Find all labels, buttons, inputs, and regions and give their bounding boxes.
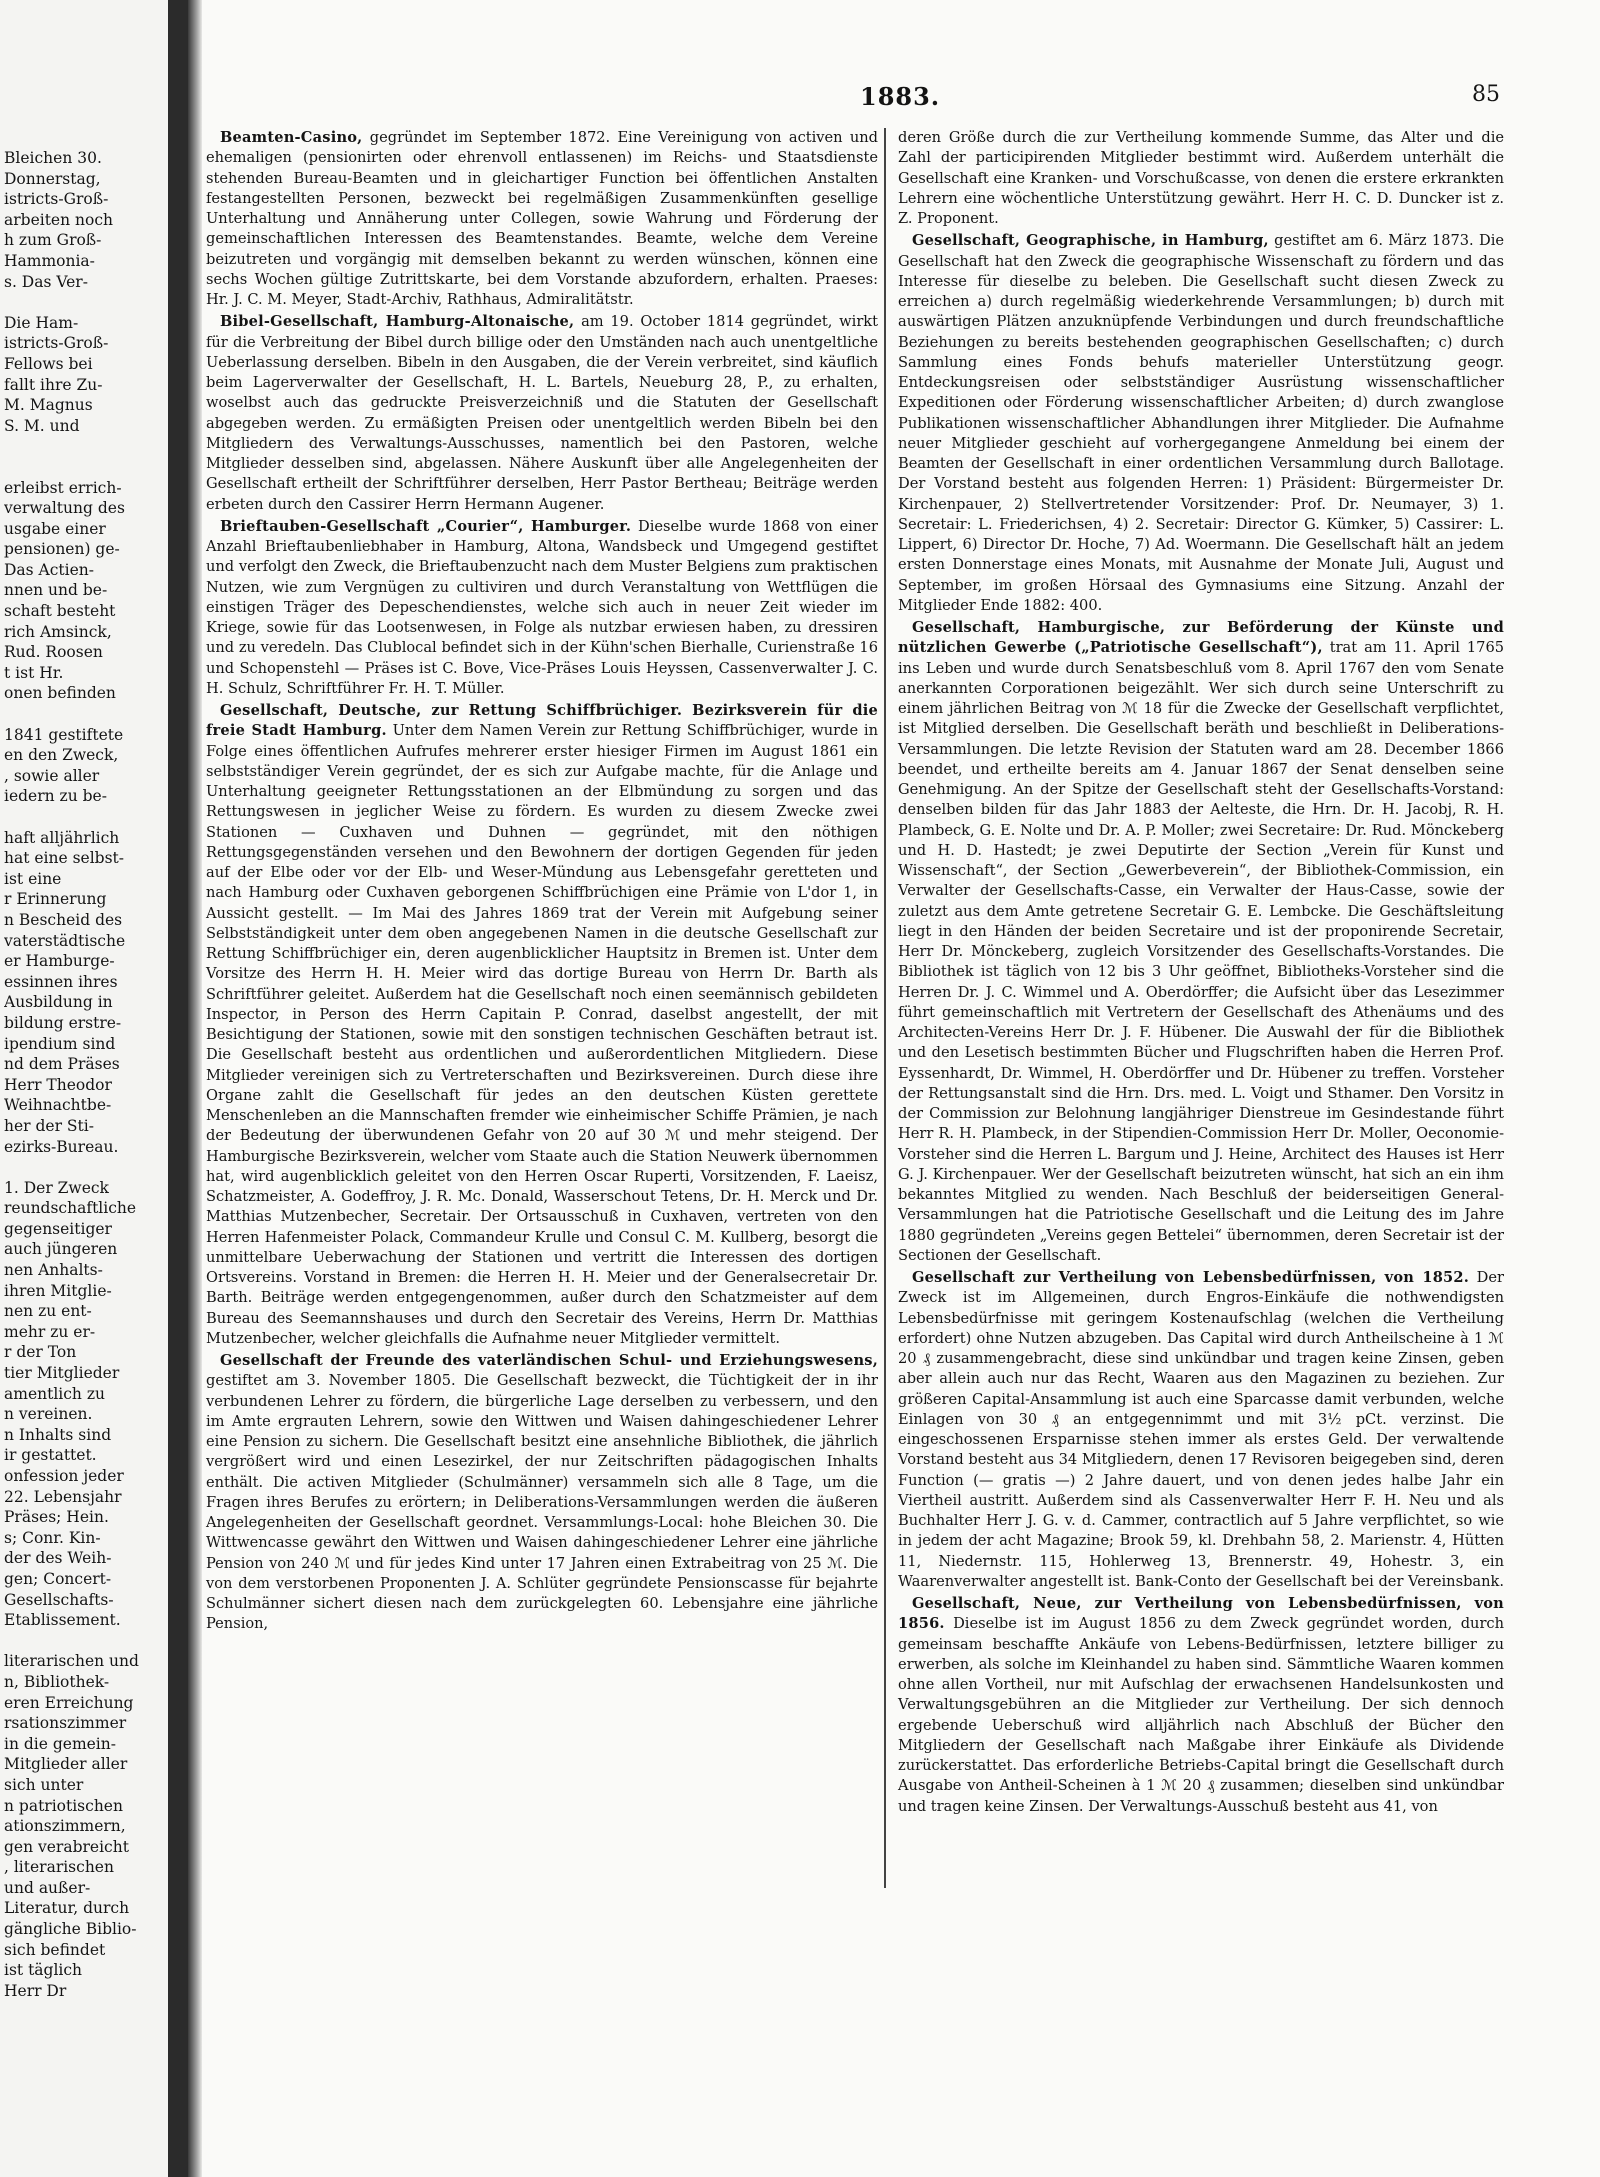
fragment-line: Mitglieder aller [4,1755,128,1774]
entry-body: gestiftet am 3. November 1805. Die Gesellschaft bezweckt, die Tüchtigkeit der in ihr verbundenen Lehrer zu fördern, die bürgerliche Lage derselben zu verbessern, und den im Amte ergrauten Lehrern, sowie den Wittwen und Waisen dahingeschiedener Lehrer eine Pension zu sichern. Die Gesellschaft besitzt eine ansehnliche Bibliothek, die jährlich vergrößert wird und einen Lesezirkel, der nur Zeitschriften pädagogischen Inhalts enthält. Die activen Mitglieder (Schulmänner) versammeln sich alle 8 Tage, um die Fragen ihres Berufes zu erörtern; in Deliberations-Versammlungen werden die äußeren Angelegenheiten der Gesellschaft geordnet. Versammlungs-Local: hohe Bleichen 30. Die Wittwencasse gewährt den Wittwen und Waisen dahingeschiedener Lehrer eine jährliche Pension von 240 ℳ und für jedes Kind unter 17 Jahren einen Extrabeitrag von 25 ℳ. Die von dem verstorbenen Proponenten J. A. Schlüter gegründete Pensionscasse für bejahrte Schulmänner sichert diesen nach dem zurückgelegten 60. Lebensjahre eine jährliche Pension, [206,1372,878,1633]
column-divider [884,128,886,1888]
fragment-line: hat eine selbst- [4,849,125,868]
fragment-line: eren Erreichung [4,1693,134,1712]
fragment-line [4,1157,164,1178]
fragment-line: essinnen ihres [4,972,118,991]
fragment-line: 1841 gestiftete [4,725,124,744]
directory-entry [206,128,878,310]
fragment-line: S. M. und [4,416,80,435]
fragment-line: istricts-Groß- [4,190,109,209]
fragment-line: er Hamburge- [4,952,115,971]
fragment-line: gen verabreicht [4,1837,129,1856]
fragment-line: auch jüngeren [4,1240,118,1259]
previous-page-fragment [0,0,168,2177]
fragment-line: r Erinnerung [4,890,107,909]
fragment-line: gen; Concert- [4,1569,112,1588]
entry-heading: Gesellschaft, Neue, zur Vertheilung von Lebensbedürfnissen, von 1856. [898,1595,1504,1633]
fragment-line: ipendium sind [4,1034,116,1053]
fragment-line: literarischen und [4,1652,139,1671]
fragment-line: in die gemein- [4,1734,116,1753]
fragment-line: Ausbildung in [4,993,113,1012]
entry-heading: Gesellschaft, Geographische, in Hamburg, [912,232,1269,250]
page-year: 1883. [860,82,941,111]
gutter-shadow [188,0,202,2177]
fragment-line: ezirks-Bureau. [4,1137,119,1156]
fragment-line: nen Anhalts- [4,1261,103,1280]
fragment-line: h zum Groß- [4,231,102,250]
fragment-line: verwaltung des [4,499,125,518]
entry-body: Dieselbe ist im August 1856 zu dem Zweck gegründet worden, durch gemeinsam beschaffte Ankäufe von Lebens-Bedürfnissen, letztere billiger zu erwerben, als solche im Kleinhandel zu haben sind. Sämmtliche Waaren kommen ohne allen Vortheil, nur mit Aufschlag der erwachsenen Handelsunkosten und Verwaltungsgebühren an die Mitglieder zur Vertheilung. Der sich dennoch ergebende Ueberschuß wird alljährlich nach Abschluß der Bücher den Mitgliedern der Gesellschaft nach Maßgabe ihrer Einkäufe als Dividende zurückerstattet. Das erforderliche Betriebs-Capital bringt die Gesellschaft durch Ausgabe von Antheil-Scheinen à 1 ℳ 20 ₰ zusammen; dieselben sind unkündbar und tragen keine Zinsen. Der Verwaltungs-Ausschuß besteht aus 41, von [898,1615,1504,1815]
fragment-line: nd dem Präses [4,1055,120,1074]
fragment-line: tier Mitglieder [4,1364,120,1383]
fragment-line: gegenseitiger [4,1219,112,1238]
directory-entry [898,1594,1504,1817]
fragment-line: rsationszimmer [4,1714,127,1733]
fragment-line: iedern zu be- [4,787,107,806]
fragment-line: t ist Hr. [4,663,64,682]
fragment-line: fallt ihre Zu- [4,375,103,394]
fragment-line: Fellows bei [4,354,93,373]
fragment-line: Präses; Hein. [4,1508,109,1527]
fragment-line: her der Sti- [4,1116,94,1135]
fragment-line: Etablissement. [4,1611,121,1630]
fragment-line: Literatur, durch [4,1899,130,1918]
fragment-line: ihren Mitglie- [4,1281,112,1300]
fragment-line: reundschaftliche [4,1199,137,1218]
fragment-line: Die Ham- [4,313,79,332]
fragment-line [4,457,164,478]
fragment-line: , sowie aller [4,766,100,785]
fragment-line: Donnerstag, [4,169,101,188]
fragment-line: haft alljährlich [4,828,120,847]
fragment-line: 22. Lebensjahr [4,1487,122,1506]
fragment-line: Hammonia- [4,251,95,270]
fragment-line: ist eine [4,869,62,888]
right-text-column [898,128,1504,1819]
left-text-column [206,128,878,1637]
fragment-line [4,807,164,828]
directory-entry [206,312,878,515]
fragment-line: sich befindet [4,1940,106,1959]
fragment-line: n, Bibliothek- [4,1672,110,1691]
fragment-line: Herr Theodor [4,1075,112,1094]
directory-entry [898,128,1504,229]
directory-entry [898,618,1504,1266]
entry-heading: Beamten-Casino, [220,129,363,146]
fragment-line: pensionen) ge- [4,540,120,559]
fragment-line: ationszimmern, [4,1817,126,1836]
fragment-line: Gesellschafts- [4,1590,114,1609]
entry-body: deren Größe durch die zur Vertheilung kommende Summe, das Alter und die Zahl der participirenden Mitglieder bestimmt wird. Außerdem unterhält die Gesellschaft eine Kranken- und Vorschußcasse, von denen die erstere erkrankten Lehrern eine wöchentliche Unterstützung gewährt. Herr H. C. D. Duncker ist z. Z. Proponent. [898,129,1504,227]
entry-heading: Brieftauben-Gesellschaft „Courier“, Hamburger. [220,517,632,535]
fragment-line: en den Zweck, [4,746,119,765]
previous-page-text-column [4,148,164,2001]
fragment-line: schaft besteht [4,602,116,621]
fragment-line: s; Conr. Kin- [4,1528,101,1547]
entry-body: gegründet im September 1872. Eine Vereinigung von activen und ehemaligen (pensionirten oder ehrenvoll entlassenen) im Reichs- und Staatsdienste stehenden Bureau-Beamten und in gleichartiger Function bei öffentlichen Anstalten festangestellten Personen, bezweckt bei regelmäßigen Zusammenkünften gesellige Unterhaltung und Annäherung unter Collegen, sowie Wahrung und Förderung der gemeinschaftlichen Interessen des Beamtenstandes. Beamte, welche dem Vereine beizutreten und vorgängig mit demselben bekannt zu werden wünschen, können eine sechs Wochen gültige Zutrittskarte, bei dem Vorstande abzufordern, erhalten. Praeses: Hr. J. C. M. Meyer, Stadt-Archiv, Rathhaus, Admiralitätstr. [206,129,878,308]
fragment-line [4,292,164,313]
directory-entry [898,231,1504,616]
fragment-line: arbeiten noch [4,210,113,229]
directory-entry [206,1351,878,1635]
entry-heading: Bibel-Gesellschaft, Hamburg-Altonaische, [220,313,575,331]
fragment-line: sich unter [4,1775,84,1794]
fragment-line [4,436,164,457]
fragment-line: der des Weih- [4,1549,112,1568]
entry-body: gestiftet am 6. März 1873. Die Gesellschaft hat den Zweck die geographische Wissenschaft zu fördern und das Interesse für dieselbe zu beleben. Die Gesellschaft sucht diesen Zweck zu erreichen a) durch regelmäßig wiederkehrende Versammlungen; b) durch mit auswärtigen Plätzen anzuknüpfende Verbindungen und durch freundschaftliche Beziehungen zu bereits bestehenden geographischen Gesellschaften; c) durch Sammlung eines Fonds behufs materieller Unterstützung geogr. Entdeckungsreisen oder selbstständiger Ausrüstung wissenschaftlicher Expeditionen oder Förderung wissenschaftlicher Arbeiten; d) durch zwanglose Publikationen wissenschaftlicher Abhandlungen ihrer Mitglieder. Die Aufnahme neuer Mitglieder geschieht auf vorhergegangene Anmeldung bei einem der Beamten der Gesellschaft in einer ordentlichen Versammlung durch Ballotage. Der Vorstand besteht aus folgenden Herren: 1) Präsident: Bürgermeister Dr. Kirchenpauer, 2) Stellvertretender Vorsitzender: Prof. Dr. Neumayer, 3) 1. Secretair: L. Friederichsen, 4) 2. Secretair: Director G. Kümker, 5) Cassirer: L. Lippert, 6) Director Dr. Hoche, 7) Ad. Woermann. Die Gesellschaft hält an jedem ersten Donnerstage eines Monats, mit Ausnahme der Monate Juli, August und September, im großen Hörsaal des Gymnasiums eine Sitzung. Anzahl der Mitglieder Ende 1882: 400. [898,232,1505,614]
fragment-line [4,704,164,725]
fragment-line: n Bescheid des [4,910,123,929]
fragment-line: nnen und be- [4,581,108,600]
fragment-line: s. Das Ver- [4,272,88,291]
entry-heading: Gesellschaft, Deutsche, zur Rettung Schiffbrüchiger. Bezirksverein für die freie Stadt Hamburg. [206,702,878,740]
fragment-line: Herr Dr [4,1981,67,2000]
book-gutter [168,0,190,2177]
entry-heading: Gesellschaft, Hamburgische, zur Beförderung der Künste und nützlichen Gewerbe („Patriotische Gesellschaft“), [898,619,1504,657]
directory-entry [206,701,878,1349]
fragment-line: usgabe einer [4,519,106,538]
directory-entry [206,517,878,699]
fragment-line: M. Magnus [4,396,93,415]
fragment-line: onen befinden [4,684,116,703]
fragment-line: istricts-Groß- [4,334,109,353]
page-header [210,82,1500,118]
page-number: 85 [1472,82,1500,107]
fragment-line: vaterstädtische [4,931,126,950]
fragment-line: amentlich zu [4,1384,105,1403]
fragment-line: Das Actien- [4,560,95,579]
directory-entry [898,1268,1504,1592]
fragment-line: r der Ton [4,1343,77,1362]
fragment-line: onfession jeder [4,1467,124,1485]
fragment-line: erleibst errich- [4,478,122,497]
entry-body: am 19. October 1814 gegründet, wirkt für die Verbreitung der Bibel durch billige oder den Umständen nach auch unentgeltliche Ueberlassung derselben. Bibeln in den Ausgaben, die der Verein verbreitet, sind käuflich beim Lagerverwalter der Gesellschaft, H. L. Bartels, Neueburg 28, P., zu erhalten, woselbst auch das gedruckte Preisverzeichniß und die Statuten der Gesellschaft abgegeben werden. Zu ermäßigten Preisen oder unentgeltlich werden Bibeln bei den Mitgliedern des Verwaltungs-Ausschusses, namentlich bei den Pastoren, welche Mitglieder desselben sind, abgelassen. Nähere Auskunft über alle Angelegenheiten der Gesellschaft ertheilt der Schriftführer derselben, Herr Pastor Bertheau; Beiträge werden erbeten durch den Cassirer Herrn Hermann Augener. [206,313,879,513]
fragment-line: mehr zu er- [4,1322,96,1341]
fragment-line: , literarischen [4,1858,114,1877]
fragment-line: n Inhalts sind [4,1425,112,1444]
fragment-line: bildung erstre- [4,1013,122,1032]
fragment-line: ir gestattet. [4,1446,97,1465]
entry-body: trat am 11. April 1765 ins Leben und wurde durch Senatsbeschluß vom 8. April 1767 den vom Senate anerkannten Corporationen beigezählt. Wer sich durch seine Unterschrift zu einem jährlichen Beitrag von ℳ 18 für die Zwecke der Gesellschaft verpflichtet, ist Mitglied derselben. Die Gesellschaft beräth und beschließt in Deliberations-Versammlungen. Die letzte Revision der Statuten ward am 28. December 1866 beendet, und ertheilte bereits am 4. Januar 1867 der Senat denselben seine Genehmigung. An der Spitze der Gesellschaft steht der Gesellschafts-Vorstand: denselben bilden für das Jahr 1883 der Aelteste, die Hrn. Dr. H. Jacobj, R. H. Plambeck, G. E. Nolte und Dr. A. P. Moller; zwei Secretaire: Dr. Rud. Mönckeberg und H. D. Hastedt; je zwei Deputirte der Section „Verein für Kunst und Wissenschaft“, der Section „Gewerbeverein“, der Bibliothek-Commission, ein Verwalter der Gesellschafts-Casse, ein Verwalter der Haus-Casse, sowie der zuletzt aus dem Amte getretene Secretair G. E. Lembcke. Die Geschäftsleitung liegt in den Händen der beiden Secretaire und ist der proponirende Secretair, Herr Dr. Mönckeberg, zugleich Vorsitzender des Gesellschafts-Vorstandes. Die Bibliothek ist täglich von 12 bis 3 Uhr geöffnet, Bibliotheks-Vorsteher sind die Herren Dr. J. C. Wimmel und A. Oberdörffer; die Aufsicht über das Lesezimmer führt gemeinschaftlich mit Vertretern der Gesellschaft des Athenäums und des Architecten-Vereins Herr Dr. J. F. Hübener. Die Auswahl der für die Bibliothek und den Lesetisch bestimmten Bücher und Flugschriften haben die Herren Prof. Eyssenhardt, Dr. Wimmel, H. Oberdörffer und Dr. Hübener zu treffen. Vorsteher der Rettungsanstalt sind die Hrn. Drs. med. L. Voigt und Sthamer. Den Vorsitz in der Commission zur Belohnung langjähriger Dienstreue im Gesindestande führt Herr R. H. Plambeck, in der Stipendien-Commission Herr Dr. Moller, Oeconomie-Vorsteher sind die Herren L. Bargum und J. Heine, Architect des Hauses ist Herr G. J. Kirchenpauer. Wer der Gesellschaft beizutreten wünscht, hat sich an ein ihm bekanntes Mitglied zu wenden. Nach Beschluß der beiderseitigen General-Versammlungen hat die Patriotische Gesellschaft und die Leitung des im Jahre 1880 gegründeten „Vereins gegen Bettelei“ übernommen, deren Secretair ist der Sectionen der Gesellschaft. [898,639,1505,1264]
entry-body: Dieselbe wurde 1868 von einer Anzahl Brieftaubenliebhaber in Hamburg, Altona, Wandsbeck und Umgegend gestiftet und verfolgt den Zweck, die Brieftaubenzucht nach dem Muster Belgiens zum praktischen Nutzen, wie zum Vergnügen zu cultiviren und durch Veranstaltung von Wettflügen die einstigen Träger des Depeschendienstes, welche sich auch in neuer Zeit wieder im Kriege, sowie für das Lootsenwesen, in Folge als nutzbar erwiesen haben, zu dressiren und zu veredeln. Das Clublocal befindet sich in der Kühn'schen Bierhalle, Curienstraße 16 und Schopenstehl — Präses ist C. Bove, Vice-Präses Louis Heyssen, Cassenverwalter J. C. H. Schulz, Schriftführer Fr. H. T. Müller. [206,517,878,697]
fragment-line: Weihnachtbe- [4,1096,112,1115]
fragment-line: Bleichen 30. [4,149,102,167]
fragment-line: und außer- [4,1878,91,1897]
fragment-line: ist täglich [4,1961,83,1980]
fragment-line: n vereinen. [4,1405,93,1424]
entry-body: Unter dem Namen Verein zur Rettung Schiffbrüchiger, wurde in Folge eines öffentlichen Aufrufes mehrerer erster hiesiger Firmen im August 1861 ein selbstständiger Verein gegründet, der es sich zur Aufgabe machte, für die Anlage und Unterhaltung geeigneter Rettungsstationen an der Elbmündung zu sorgen und das Rettungswesen in jeglicher Weise zu fördern. Es wurden zu diesem Zwecke zwei Stationen — Cuxhaven und Duhnen — gegründet, mit den nöthigen Rettungsgegenständen versehen und den Bewohnern der dortigen Gegenden für jeden auf der Elbe oder vor der Elb- und Weser-Mündung aus Lebensgefahr geretteten und nach Hamburg oder Cuxhaven geborgenen Schiffbrüchigen eine Prämie von L'dor 1, in Aussicht gestellt. — Im Mai des Jahres 1869 trat der Verein mit Aufgebung seiner Selbstständigkeit unter dem oben angegebenen Namen in die deutsche Gesellschaft zur Rettung Schiffbrüchiger ein, deren augenblicklicher Hauptsitz in Bremen ist. Unter dem Vorsitze des Herrn H. H. Meier wird das dortige Bureau von Herrn Dr. Barth als Schriftführer geleitet. Außerdem hat die Gesellschaft noch einen seemännisch gebildeten Inspector, in Person des Herrn Capitain P. Conrad, daselbst angestellt, der mit Besichtigung der Stationen, sowie mit den sonstigen technischen Geschäften betraut ist. Die Gesellschaft besteht aus ordentlichen und außerordentlichen Mitgliedern. Diese Mitglieder vereinigen sich zu Vertreterschaften und Bezirksvereinen. Durch diese ihre Organe zahlt die Gesellschaft für jedes an den deutschen Küsten gerettete Menschenleben an die Mannschaften fremder wie einheimischer Schiffe Prämien, je nach der Bedeutung der überwundenen Gefahr von 20 auf 30 ℳ und mehr steigend. Der Hamburgische Bezirksverein, welcher vom Staate auch die Station Neuwerk übernommen hat, wird augenblicklich geleitet von den Herren Oscar Ruperti, Vorsitzenden, F. Laeisz, Schatzmeister, A. Godeffroy, J. R. Mc. Donald, Wasserschout Tetens, Dr. H. Merck und Dr. Matthias Mutzenbecher, Secretair. Der Ortsausschuß in Cuxhaven, vertreten von den Herren Hafenmeister Polack, Commandeur Krulle und Consul C. M. Kullberg, besorgt die unmittelbare Ueberwachung der Stationen und vertritt die Interessen des dortigen Ortsvereins. Vorstand in Bremen: die Herren H. H. Meier und der Generalsecretair Dr. Barth. Beiträge werden entgegengenommen, außer durch den Schatzmeister auf dem Bureau des Seemannshauses und durch den Secretair des Vereins, Herrn Dr. Matthias Mutzenbecher, welcher gleichfalls die Aufnahme neuer Mitglieder vermittelt. [206,722,878,1347]
entry-heading: Gesellschaft zur Vertheilung von Lebensbedürfnissen, von 1852. [912,1269,1470,1286]
fragment-line [4,1631,164,1652]
fragment-line: Rud. Roosen [4,643,103,662]
fragment-line: 1. Der Zweck [4,1178,109,1197]
fragment-line: rich Amsinck, [4,622,112,641]
fragment-line: n patriotischen [4,1796,123,1815]
entry-heading: Gesellschaft der Freunde des vaterländischen Schul- und Erziehungswesens, [220,1352,878,1369]
fragment-line: gängliche Biblio- [4,1920,137,1939]
fragment-line: nen zu ent- [4,1302,92,1321]
entry-body: Der Zweck ist im Allgemeinen, durch Engros-Einkäufe die nothwendigsten Lebensbedürfnisse mit geringem Kostenaufschlag (welchen die Vertheilung erfordert) ohne Nutzen abzugeben. Das Capital wird durch Antheilscheine à 1 ℳ 20 ₰ zusammengebracht, diese sind unkündbar und tragen keine Zinsen, geben aber allein auch nur das Recht, Waaren aus den Magazinen zu beziehen. Zur größeren Capital-Ansammlung ist auch eine Sparcasse damit verbunden, welche Einlagen von 30 ₰ an entgegennimmt und mit 3½ pCt. verzinst. Die eingeschossenen Ersparnisse stehen immer als erstes Geld. Der verwaltende Vorstand besteht aus 34 Mitgliedern, denen 17 Revisoren beigegeben sind, deren Function (— gratis —) 2 Jahre dauert, und von denen jedes halbe Jahr ein Viertheil austritt. Außerdem sind als Cassenverwalter Herr F. H. Neu und als Buchhalter Herr J. G. v. d. Cammer, contractlich auf 5 Jahre verpflichtet, so wie in jedem der acht Magazine; Brook 59, kl. Drehbahn 58, 2. Marienstr. 4, Hütten 11, Niedernstr. 115, Hohlerweg 13, Brennerstr. 49, Hohestr. 3, ein Waarenverwalter angestellt ist. Bank-Conto der Gesellschaft bei der Vereinsbank. [898,1269,1504,1590]
